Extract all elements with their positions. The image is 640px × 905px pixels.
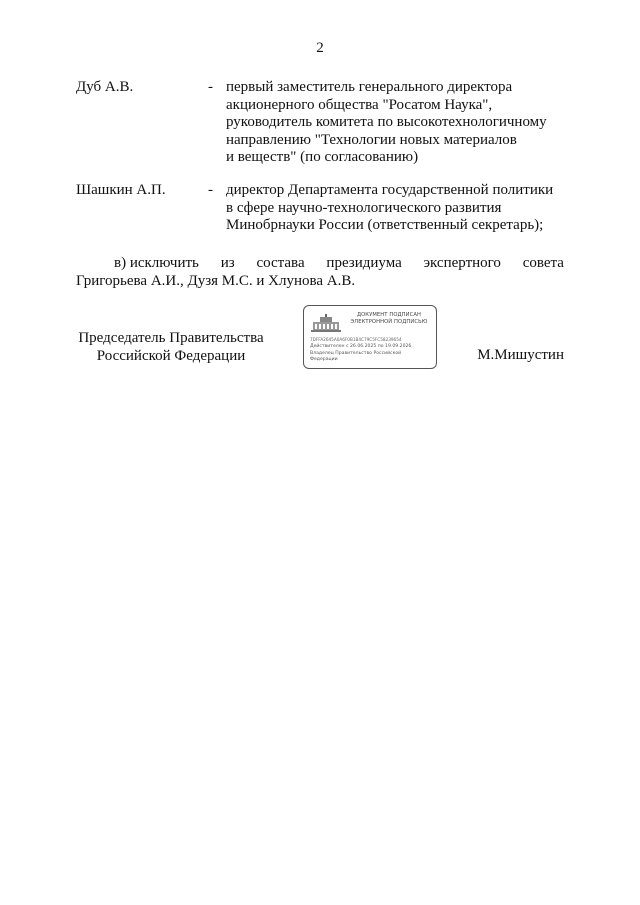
member-description-line: директор Департамента государственной политики xyxy=(226,182,554,198)
signer-name: М.Мишустин xyxy=(477,347,564,363)
clause-word: экспертного xyxy=(423,255,501,271)
stamp-title xyxy=(344,312,434,326)
stamp-title-line: ДОКУМЕНТ ПОДПИСАН xyxy=(356,312,422,318)
signer-title xyxy=(76,330,266,365)
member-description-line: руководитель комитета по высокотехнологичному xyxy=(226,114,547,130)
member-description-line: первый заместитель генерального директора xyxy=(226,79,513,95)
clause-word: президиума xyxy=(326,255,402,271)
member-entry xyxy=(76,79,576,169)
member-dash: - xyxy=(208,79,213,95)
member-description-line: акционерного общества "Росатом Наука", xyxy=(226,96,493,113)
clause-word: в) исключить xyxy=(114,255,199,271)
page-number: 2 xyxy=(316,40,324,56)
member-name: Шашкин А.П. xyxy=(76,182,166,198)
clause-word: из xyxy=(220,255,235,271)
clause-line: Григорьева А.И., Дузя М.С. и Хлунова А.В. xyxy=(76,272,356,289)
clause-word: состава xyxy=(256,255,305,271)
member-description-line: и веществ" (по согласованию) xyxy=(226,149,419,165)
electronic-signature-stamp xyxy=(303,305,437,369)
government-building-icon xyxy=(310,313,342,333)
exclusion-clause xyxy=(76,255,564,290)
signer-title-line: Председатель Правительства xyxy=(78,330,264,346)
stamp-validity: Действителен с 26.06.2025 по 19.09.2026 xyxy=(310,344,412,349)
member-name: Дуб А.В. xyxy=(76,79,134,95)
signer-title-line: Российской Федерации xyxy=(96,347,246,364)
member-description xyxy=(226,182,576,235)
member-entry xyxy=(76,182,576,242)
member-dash: - xyxy=(208,182,213,198)
clause-word: совета xyxy=(522,255,564,271)
member-description xyxy=(226,79,576,167)
member-description-line: направлению "Технологии новых материалов xyxy=(226,131,517,148)
member-description-line: в сфере научно-технологического развития xyxy=(226,199,502,216)
stamp-owner xyxy=(310,351,430,363)
member-description-line: Минобрнауки России (ответственный секретарь); xyxy=(226,217,544,233)
stamp-owner-line: Федерации xyxy=(310,356,338,362)
stamp-certificate: 7DFFA2645A0A6F0B1B4C79C5FC58239654 xyxy=(310,337,402,342)
stamp-owner-line: Владелец Правительство Российской xyxy=(310,351,402,356)
clause-line xyxy=(76,255,564,273)
stamp-title-line: ЭЛЕКТРОННОЙ ПОДПИСЬЮ xyxy=(350,319,428,325)
